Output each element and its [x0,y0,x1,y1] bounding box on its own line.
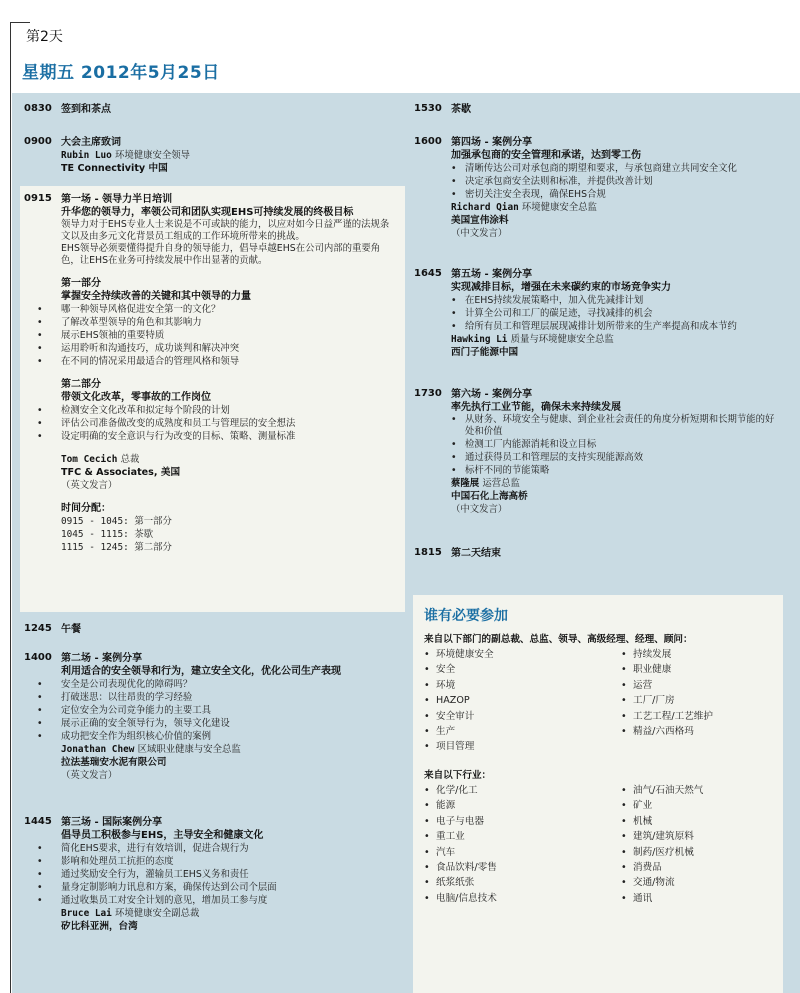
list-item: • 在不同的情况采用最适合的管理风格和领导 [37,356,240,367]
list-item: • 打破迷思：以往昂贵的学习经验 [37,692,193,703]
list-item: • 通过收集员工对安全计划的意见，增加员工参与度 [37,895,268,906]
list-item: • 电子与电器 [424,815,484,827]
speaker-name: Jonathan Chew [61,744,135,755]
slot-subtitle: 加强承包商的安全管理和承诺，达到零工伤 [451,150,641,161]
list-item: • 交通/物流 [621,877,675,889]
list-item: • 工艺工程/工艺维护 [621,710,713,722]
list-item: • 化学/化工 [424,785,478,796]
part-title: 第一部分 [61,278,101,289]
slot-title: 午餐 [61,624,81,635]
list-item: • 通过获得员工和管理层的支持实现能源高效 [451,452,644,463]
list-item: • HAZOP [424,695,470,707]
slot-time: 1400 [24,652,52,663]
list-item: • 职业健康 [621,664,672,676]
speaker-org: 拉法基瑞安水泥有限公司 [61,757,167,768]
list-item: • 成功把安全作为组织核心价值的案例 [37,731,212,742]
list-item: • 评估公司准备做改变的成熟度和员工与管理层的安全想法 [37,418,296,429]
speaker-name: 蔡隆展 [451,478,480,489]
list-item: • 展示正确的安全领导行为，领导文化建设 [37,718,230,729]
speaker-org: 西门子能源中国 [451,347,519,358]
list-item: • 在EHS持续发展策略中，加入优先减排计划 [451,295,644,306]
slot-time: 0900 [24,136,52,147]
industry-intro: 来自以下行业： [424,770,492,781]
slot-time: 1645 [414,268,442,279]
list-item: • 设定明确的安全意识与行为改变的目标、策略、测量标准 [37,431,296,442]
slot-description: 领导力对于EHS专业人士来说是不可或缺的能力，以应对如今日益严谨的法规条文以及由多元文化背景员工组成的工作环境所带来的挑战。 [61,219,390,242]
speaker-org: TFC & Associates, 美国 [61,467,181,478]
date-title: 星期五 2012年5月25日 [22,63,220,83]
slot-time: 1445 [24,816,52,827]
list-item: • 哪一种领导风格促进安全第一的文化？ [37,304,221,315]
slot-subtitle: 升华您的领导力，率领公司和团队实现EHS可持续发展的终极目标 [61,207,354,218]
list-item: • 运用聆听和沟通技巧，成功谈判和解决冲突 [37,343,240,354]
day-label: 第2天 [26,29,63,45]
slot-time: 1245 [24,623,52,634]
list-item: • 汽车 [424,846,456,858]
list-item: • 密切关注安全表现，确保EHS合规 [451,189,606,200]
language-note: （英文发言） [61,480,118,491]
speaker-name: Richard Qian [451,202,519,213]
list-item: • 油气/石油天然气 [621,785,704,796]
speaker-org: 矽比科亚洲，台湾 [61,921,138,932]
time-allocation-row: 1045 - 1115: 茶歇 [61,529,154,540]
industry-list [424,783,780,909]
list-item: • 通讯 [621,892,653,904]
speaker-role: 质量与环境健康安全总监 [510,334,614,345]
list-item: • 影响和处理员工抗拒的态度 [37,856,174,867]
speaker-org: 中国石化上海高桥 [451,491,528,502]
slot-title: 大会主席致词 [61,137,121,148]
page-bracket-top [10,22,30,23]
slot-subtitle: 实现减排目标，增强在未来碳约束的市场竞争实力 [451,282,671,293]
list-item: • 给所有员工和管理层展现减排计划所带来的生产率提高和成本节约 [451,321,737,332]
language-note: （中文发言） [451,228,508,239]
list-item: • 检测工厂内能源消耗和设立目标 [451,439,597,450]
slot-time: 1600 [414,136,442,147]
list-item: • 精益/六西格玛 [621,725,694,737]
speaker-role: 环境健康安全副总裁 [115,908,200,919]
part-subtitle: 掌握安全持续改善的关键和其中领导的力量 [61,291,251,302]
list-item: • 了解改革型领导的角色和其影响力 [37,317,202,328]
slot-time: 1730 [414,388,442,399]
speaker-name: Tom Cecich [61,454,118,465]
page-bracket-line [10,22,11,993]
slot-title: 第二场 - 案例分享 [61,653,143,664]
speaker-role: 运营总监 [482,478,520,489]
time-allocation-row: 0915 - 1045: 第一部分 [61,516,172,527]
list-item: • 纸浆纸张 [424,877,475,889]
list-item: • 环境健康安全 [424,649,494,660]
time-allocation-row: 1115 - 1245: 第二部分 [61,542,172,553]
list-item: • 食品饮料/零售 [424,861,497,873]
speaker-role: 区域职业健康与安全总监 [137,744,241,755]
list-item: • 矿业 [621,800,653,812]
list-item: • 项目管理 [424,741,475,753]
slot-time: 0830 [24,103,52,114]
list-item: • 从财务、环境安全与健康、到企业社会责任的角度分析短期和长期节能的好处和价值 [451,414,775,437]
slot-time: 1530 [414,103,442,114]
time-allocation-title: 时间分配： [61,503,111,514]
slot-title: 第六场 - 案例分享 [451,389,533,400]
list-item: • 电脑/信息技术 [424,892,497,904]
list-item: • 安全审计 [424,710,475,722]
speaker-role: 环境健康安全总监 [521,202,597,213]
list-item: • 安全是公司表现优化的障碍吗？ [37,679,193,690]
slot-time: 1815 [414,547,442,558]
slot-description: EHS领导必须要懂得提升自身的领导能力，倡导卓越EHS在公司内部的重要角色，让EHS在业务可持续发展中作出显著的贡献。 [61,243,381,266]
department-list [424,647,780,759]
speaker-role: 环境健康安全领导 [115,150,191,161]
slot-subtitle: 率先执行工业节能，确保未来持续发展 [451,402,621,413]
who-should-attend [424,605,780,909]
part-title: 第二部分 [61,379,101,390]
slot-title: 第二天结束 [451,548,501,559]
speaker-role: 总裁 [120,454,140,465]
list-item: • 检测安全文化改革和拟定每个阶段的计划 [37,405,230,416]
slot-title: 签到和茶点 [61,104,111,115]
list-item: • 制药/医疗机械 [621,846,694,858]
list-item: • 简化EHS要求，进行有效培训，促进合规行为 [37,843,249,854]
list-item: • 环境 [424,679,456,691]
who-title: 谁有必要参加 [424,608,508,624]
list-item: • 持续发展 [621,649,672,660]
slot-title: 茶歇 [451,104,471,115]
speaker-org: TE Connectivity 中国 [61,163,168,174]
speaker-name: Hawking Li [451,334,508,345]
list-item: • 量身定制影响力讯息和方案，确保传达到公司个层面 [37,882,277,893]
list-item: • 决定承包商安全法则和标准，并提供改善计划 [451,176,653,187]
list-item: • 通过奖励安全行为，灌输员工EHS义务和责任 [37,869,249,880]
list-item: • 计算全公司和工厂的碳足迹，寻找减排的机会 [451,308,653,319]
list-item: • 清晰传达公司对承包商的期望和要求，与承包商建立共同安全文化 [451,163,737,174]
list-item: • 定位安全为公司竞争能力的主要工具 [37,705,212,716]
language-note: （中文发言） [451,504,508,515]
list-item: • 运营 [621,679,653,691]
list-item: • 生产 [424,725,456,737]
slot-title: 第三场 - 国际案例分享 [61,817,163,828]
list-item: • 重工业 [424,831,465,843]
list-item: • 消费品 [621,861,662,873]
language-note: （英文发言） [61,770,118,781]
list-item: • 机械 [621,815,653,827]
slot-title: 第四场 - 案例分享 [451,137,533,148]
list-item: • 工厂/厂房 [621,695,675,707]
slot-title: 第一场 - 领导力半日培训 [61,194,173,205]
speaker-name: Bruce Lai [61,908,112,919]
slot-title: 第五场 - 案例分享 [451,269,533,280]
list-item: • 能源 [424,800,456,812]
department-intro: 来自以下部门的副总裁、总监、领导、高级经理、经理、顾问： [424,634,693,645]
speaker-name: Rubin Luo [61,150,112,161]
list-item: • 安全 [424,664,456,676]
speaker-org: 美国宣伟涂料 [451,215,509,226]
part-subtitle: 带领文化改革，零事故的工作岗位 [61,392,211,403]
list-item: • 标杆不同的节能策略 [451,465,550,476]
slot-time: 0915 [24,193,52,204]
list-item: • 展示EHS领袖的重要特质 [37,330,165,341]
slot-subtitle: 倡导员工积极参与EHS，主导安全和健康文化 [61,830,264,841]
slot-subtitle: 利用适合的安全领导和行为，建立安全文化，优化公司生产表现 [61,666,341,677]
list-item: • 建筑/建筑原料 [621,831,694,843]
